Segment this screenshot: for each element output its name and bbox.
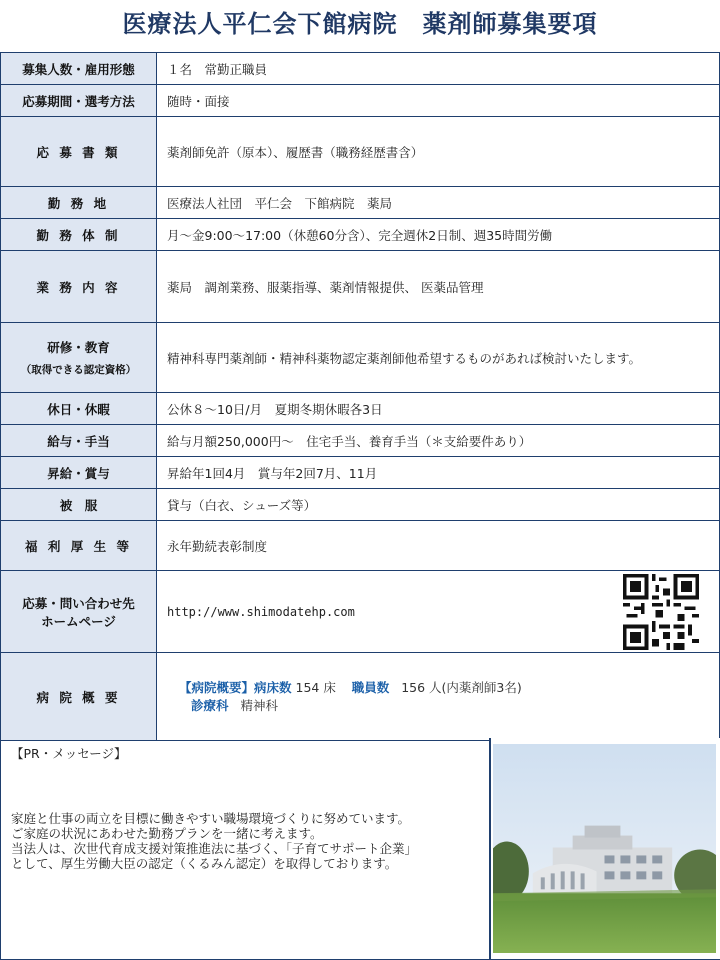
row-value: 精神科専門薬剤師・精神科薬物認定薬剤師他希望するものがあれば検討いたします。 (157, 323, 720, 393)
pr-heading: 【PR・メッセージ】 (11, 746, 127, 761)
table-row (1, 219, 720, 251)
row-label: 応募期間・選考方法 (1, 85, 157, 117)
recruitment-table (0, 52, 720, 741)
row-label: 応 募 書 類 (1, 117, 157, 187)
row-label: 業 務 内 容 (1, 251, 157, 323)
row-label: 昇給・賞与 (1, 457, 157, 489)
dept-value: 精神科 (240, 697, 278, 713)
overview-tag: 【病院概要】 (179, 679, 255, 695)
staff-value: 156 人(内薬剤師3名) (401, 679, 522, 695)
row-value: １名 常勤正職員 (157, 53, 720, 85)
row-label: 募集人数・雇用形態 (1, 53, 157, 85)
row-label: 福 利 厚 生 等 (1, 521, 157, 571)
row-label: 給与・手当 (1, 425, 157, 457)
row-value: 昇給年1回4月 賞与年2回7月、11月 (157, 457, 720, 489)
overview-line-2 (179, 697, 709, 715)
pr-line: ご家庭の状況にあわせた勤務プランを一緒に考えます。 (11, 826, 323, 841)
dept-label: 診療科 (191, 697, 229, 713)
hospital-building-icon (493, 744, 716, 953)
table-row (1, 521, 720, 571)
row-label-main: 研修・教育 (47, 340, 110, 355)
table-row (1, 85, 720, 117)
row-value: 給与月額250,000円～ 住宅手当、養育手当（＊支給要件あり） (157, 425, 720, 457)
row-value: 貸与（白衣、シューズ等） (157, 489, 720, 521)
hospital-overview (157, 653, 720, 741)
pr-line: 家庭と仕事の両立を目標に働きやすい職場環境づくりに努めています。 (11, 811, 411, 826)
row-value: 公休８～10日/月 夏期冬期休暇各3日 (157, 393, 720, 425)
table-row (1, 489, 720, 521)
table-row (1, 393, 720, 425)
table-row (1, 653, 720, 741)
page-title: 医療法人平仁会下館病院 薬剤師募集要項 (122, 10, 598, 38)
staff-label: 職員数 (351, 679, 390, 695)
row-value (157, 571, 720, 653)
row-label: 病 院 概 要 (1, 653, 157, 741)
table-row (1, 117, 720, 187)
table-row (1, 457, 720, 489)
table-row (1, 425, 720, 457)
row-value: 永年勤続表彰制度 (157, 521, 720, 571)
row-label-second: ホームページ (41, 613, 116, 629)
row-label (1, 323, 157, 393)
row-label: 被 服 (1, 489, 157, 521)
table-row (1, 187, 720, 219)
homepage-link[interactable]: http://www.shimodatehp.com (167, 604, 355, 619)
pr-message-box (0, 738, 490, 960)
row-value: 医療法人社団 平仁会 下館病院 薬局 (157, 187, 720, 219)
table-row (1, 53, 720, 85)
table-row (1, 251, 720, 323)
pr-line: として、厚生労働大臣の認定（くるみん認定）を取得しております。 (11, 856, 398, 871)
overview-line-1 (179, 679, 709, 697)
row-value: 月～金9:00～17:00（休憩60分含）、完全週休2日制、週35時間労働 (157, 219, 720, 251)
row-sublabel: （取得できる認定資格） (20, 364, 137, 376)
row-label-main: 応募・問い合わせ先 (22, 595, 135, 611)
table-row (1, 571, 720, 653)
row-value: 薬局 調剤業務、服薬指導、薬剤情報提供、 医薬品管理 (157, 251, 720, 323)
row-value: 薬剤師免許（原本）、履歴書（職務経歴書含） (157, 117, 720, 187)
pr-line: 当法人は、次世代育成支援対策推進法に基づく、「子育てサポート企業」 (11, 841, 418, 856)
row-label: 勤 務 体 制 (1, 219, 157, 251)
row-label: 休日・休暇 (1, 393, 157, 425)
qr-code-icon (623, 574, 699, 650)
row-label (1, 571, 157, 653)
beds-value: 154 床 (295, 679, 336, 695)
beds-label: 病床数 (254, 679, 292, 695)
hospital-building-photo (490, 738, 720, 960)
row-value: 随時・面接 (157, 85, 720, 117)
row-label: 勤 務 地 (1, 187, 157, 219)
table-row (1, 323, 720, 393)
